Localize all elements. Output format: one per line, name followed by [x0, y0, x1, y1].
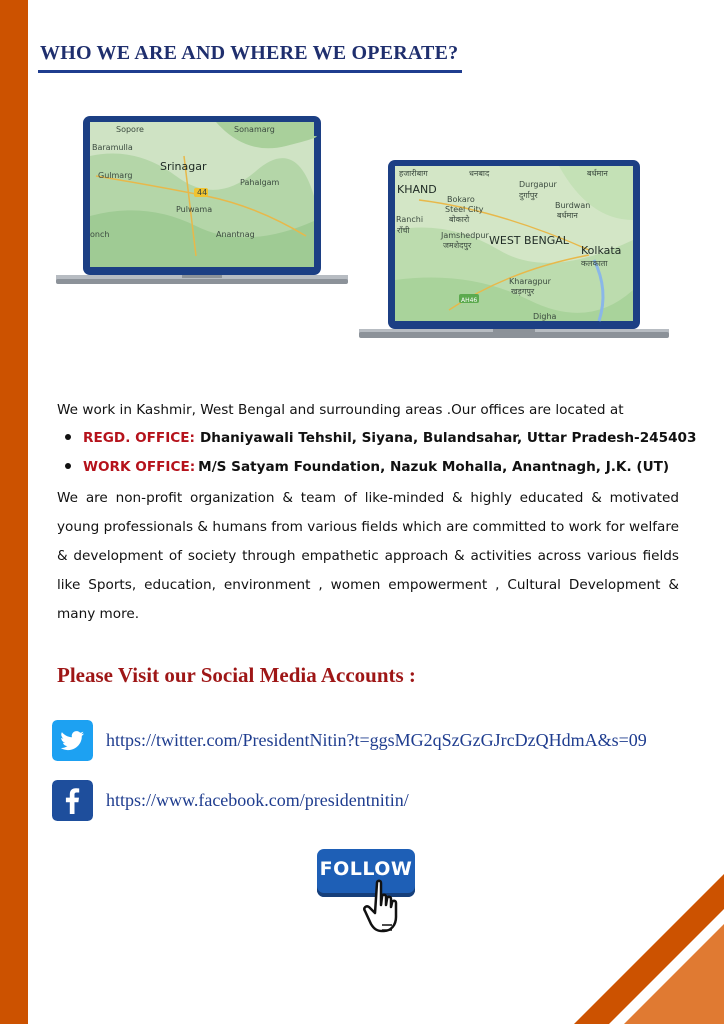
map-label: कलकाता	[581, 259, 608, 268]
map-label: Gulmarg	[98, 171, 133, 180]
corner-decoration	[574, 874, 724, 1024]
intro-text: We work in Kashmir, West Bengal and surrounding areas .Our offices are located at	[57, 402, 624, 418]
map-label: हजारीबाग	[399, 169, 428, 178]
facebook-link[interactable]: https://www.facebook.com/presidentnitin/	[106, 790, 409, 810]
office-address: M/S Satyam Foundation, Nazuk Mohalla, Anantnagh, J.K. (UT)	[198, 459, 670, 475]
office-label: WORK OFFICE:	[83, 459, 196, 475]
follow-button[interactable]	[317, 849, 417, 944]
heading-underline	[38, 70, 462, 73]
map-label: KHAND	[397, 183, 437, 196]
map-label: खड़गपुर	[511, 287, 535, 296]
laptop-kashmir-map	[56, 116, 348, 284]
map-label: Durgapur	[519, 180, 557, 189]
office-label: REGD. OFFICE:	[83, 430, 195, 446]
map-label: Jamshedpur	[441, 231, 489, 240]
map-label: Ranchi	[396, 215, 424, 224]
map-label: बर्धमान	[587, 169, 608, 178]
bullet-icon	[65, 463, 71, 469]
map-label: जमशेदपुर	[443, 241, 472, 250]
map-label: Burdwan	[555, 201, 591, 210]
map-label: बर्धमान	[557, 211, 578, 220]
map-label: Sonamarg	[234, 125, 275, 134]
map-label: दुर्गापुर	[519, 191, 538, 200]
map-label: Digha	[533, 312, 557, 321]
map-label: धनबाद	[469, 169, 490, 178]
office-address: Dhaniyawali Tehshil, Siyana, Bulandsahar, Uttar Pradesh-245403	[199, 430, 697, 446]
map-label: 44	[197, 188, 208, 197]
map-label: Bokaro	[447, 195, 475, 204]
office-list	[63, 428, 696, 486]
description-paragraph: We are non-profit organization & team of like-minded & highly educated & motivated young professionals & humans from various fields which are committed to work for welfare & development of society through empathetic approach & activities across various fields like Sports, education, environment , women empowerment , Cultural Development & many more.	[57, 490, 679, 622]
list-item	[63, 457, 696, 486]
follow-button-label: FOLLOW	[319, 858, 413, 880]
facebook-icon[interactable]	[52, 780, 93, 821]
map-label: Anantnag	[216, 230, 255, 239]
pointer-hand-icon	[363, 877, 413, 943]
map-label: बोकारो	[449, 215, 470, 224]
map-label: AH46	[461, 297, 478, 304]
map-label: राँची	[397, 226, 410, 235]
map-label: Steel City	[445, 205, 484, 214]
map-label: Pahalgam	[240, 178, 280, 187]
map-label: Sopore	[116, 125, 144, 134]
list-item	[63, 428, 696, 457]
map-label: Pulwama	[176, 205, 213, 214]
map-label: Kharagpur	[509, 277, 551, 286]
side-accent-bar	[0, 0, 28, 1024]
page-heading: WHO WE ARE AND WHERE WE OPERATE?	[40, 42, 459, 64]
map-label: WEST BENGAL	[489, 234, 569, 247]
laptop-west-bengal-map	[359, 160, 669, 338]
map-label: onch	[90, 230, 110, 239]
social-heading: Please Visit our Social Media Accounts :	[57, 663, 416, 687]
bullet-icon	[65, 434, 71, 440]
map-label: Kolkata	[581, 244, 622, 257]
twitter-icon[interactable]	[52, 720, 93, 761]
map-label: Baramulla	[92, 143, 133, 152]
twitter-link[interactable]: https://twitter.com/PresidentNitin?t=ggsMG2qSzGzGJrcDzQHdmA&s=09	[106, 730, 647, 750]
map-label: Srinagar	[160, 160, 207, 173]
